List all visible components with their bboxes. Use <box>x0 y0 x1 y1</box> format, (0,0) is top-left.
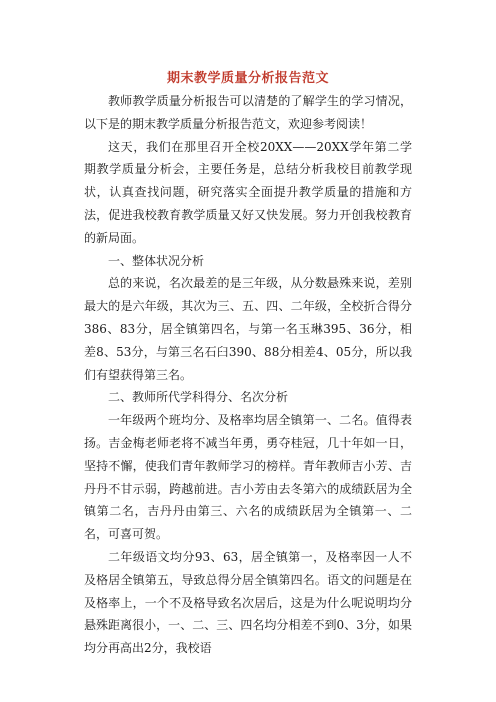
section-heading-overall: 一、整体状况分析 <box>108 253 205 268</box>
meeting-paragraph: 这天，我们在那里召开全校20XX——20XX学年第二学期教学质量分析会，主要任务是，总结分析我校目前教学现状，认真查找问题，研究落实全面提升教学质量的措施和方法，促进我校教育教学质量又好又快发展。努力开创我校教育的新局面。 <box>84 139 412 245</box>
section-heading-teachers: 二、教师所代学科得分、名次分析 <box>108 390 289 405</box>
document-body <box>84 90 412 660</box>
grade-two-paragraph: 二年级语文均分93、63，居全镇第一，及格率因一人不及格居全镇第五，导致总得分居全镇第四名。语文的问题是在及格率上，一个不及格导致名次居后，这是为什么呢说明均分悬殊距离很小，一、二、三、四名均分相差不到0、3分，如果均分再高出2分，我校语 <box>84 549 412 656</box>
intro-paragraph: 教师教学质量分析报告可以清楚的了解学生的学习情况，以下是的期末教学质量分析报告范文，欢迎参考阅读！ <box>84 94 412 131</box>
overall-analysis-paragraph: 总的来说，名次最差的是三年级，从分数悬殊来说，差别最大的是六年级，其次为三、五、四、二年级，全校折合得分386、83分，居全镇第四名，与第一名玉琳395、36分，相差8、53分，与第三名石臼390、88分相差4、05分，所以我们有望获得第三名。 <box>84 276 412 382</box>
document-title: 期末教学质量分析报告范文 <box>166 71 329 86</box>
grade-one-paragraph: 一年级两个班均分、及格率均居全镇第一、二名。值得表扬。吉金梅老师老将不减当年勇，勇夺桂冠，几十年如一日，坚持不懈，使我们青年教师学习的榜样。青年教师吉小芳、吉丹丹不甘示弱，跨越前进。吉小芳由去冬第六的成绩跃居为全镇第二名，吉丹丹由第三、六名的成绩跃居为全镇第一、二名，可喜可贺。 <box>84 413 412 542</box>
